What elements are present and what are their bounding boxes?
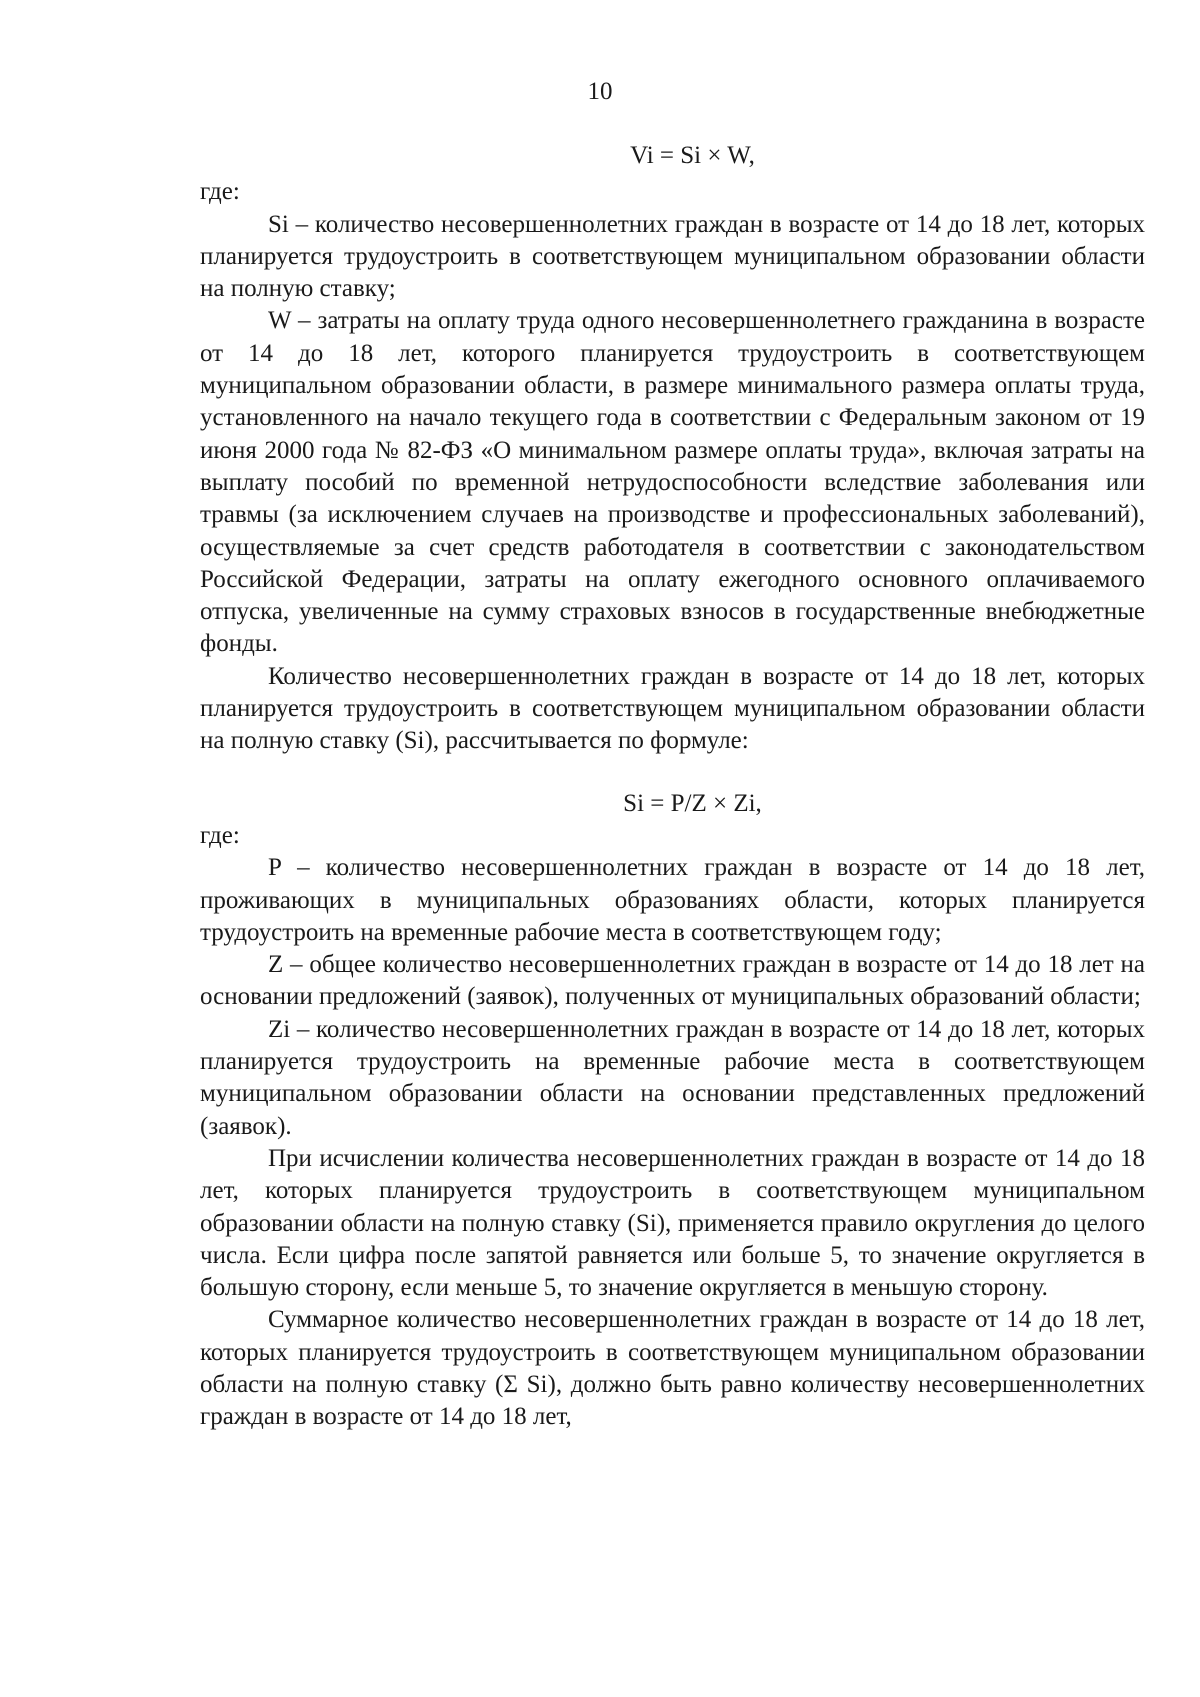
definition-si: Si – количество несовершеннолетних граждан в возрасте от 14 до 18 лет, которых планируется трудоустроить в соответствующем муниципальном образовании области на полную ставку; — [200, 210, 1145, 303]
definition-p: P – количество несовершеннолетних граждан в возрасте от 14 до 18 лет, проживающих в муниципальных образованиях области, которых планируется трудоустроить на временные рабочие места в соответствующем году; — [200, 854, 1145, 946]
formula-vi: Vi = Si × W, — [630, 142, 755, 169]
definition-w: W – затраты на оплату труда одного несовершеннолетнего гражданина в возрасте от 14 до 18 лет, которого планируется трудоустроить в соответствующем муниципальном образовании области, в размере минимального размера оплаты труда, установленного на начало текущего года в соответствии с Федеральным законом от 19 июня 2000 года № 82-ФЗ «О минимальном размере оплаты труда», включая затраты на выплату пособий по временной нетрудоспособности вследствие заболевания или травмы (за исключением случаев на производстве и профессиональных заболеваний), осуществляемые за счет средств работодателя в соответствии с законодательством Российской Федерации, затраты на оплату ежегодного основного оплачиваемого отпуска, увеличенные на сумму страховых взносов в государственные внебюджетные фонды. — [200, 307, 1145, 658]
paragraph-rounding-rule: При исчислении количества несовершеннолетних граждан в возрасте от 14 до 18 лет, которых планируется трудоустроить в соответствующем муниципальном образовании области на полную ставку (Si), применяется правило округления до целого числа. Если цифра после запятой равняется или больше 5, то значение округляется в большую сторону, если меньше 5, то значение округляется в меньшую сторону. — [200, 1144, 1145, 1302]
document-body — [200, 140, 1145, 1434]
page-number: 10 — [587, 78, 613, 105]
paragraph-sum-rule: Суммарное количество несовершеннолетних граждан в возрасте от 14 до 18 лет, которых планируется трудоустроить в соответствующем муниципальном образовании области на полную ставку (Σ Si), должно быть равно количеству несовершеннолетних граждан в возрасте от 14 до 18 лет, — [200, 1306, 1145, 1431]
where-label: где: — [200, 178, 240, 206]
formula-si: Si = P/Z × Zi, — [623, 789, 762, 817]
definition-z: Z – общее количество несовершеннолетних граждан в возрасте от 14 до 18 лет на основании предложений (заявок), полученных от муниципальных образований области; — [200, 951, 1145, 1011]
where-label-2: где: — [200, 821, 240, 849]
paragraph-count-formula-intro: Количество несовершеннолетних граждан в возрасте от 14 до 18 лет, которых планируется трудоустроить в соответствующем муниципальном образовании области на полную ставку (Si), рассчитывается по формуле: — [200, 662, 1145, 755]
definition-zi: Zi – количество несовершеннолетних граждан в возрасте от 14 до 18 лет, которых планируется трудоустроить на временные рабочие места в соответствующем муниципальном образовании области на основании представленных предложений (заявок). — [200, 1015, 1145, 1140]
